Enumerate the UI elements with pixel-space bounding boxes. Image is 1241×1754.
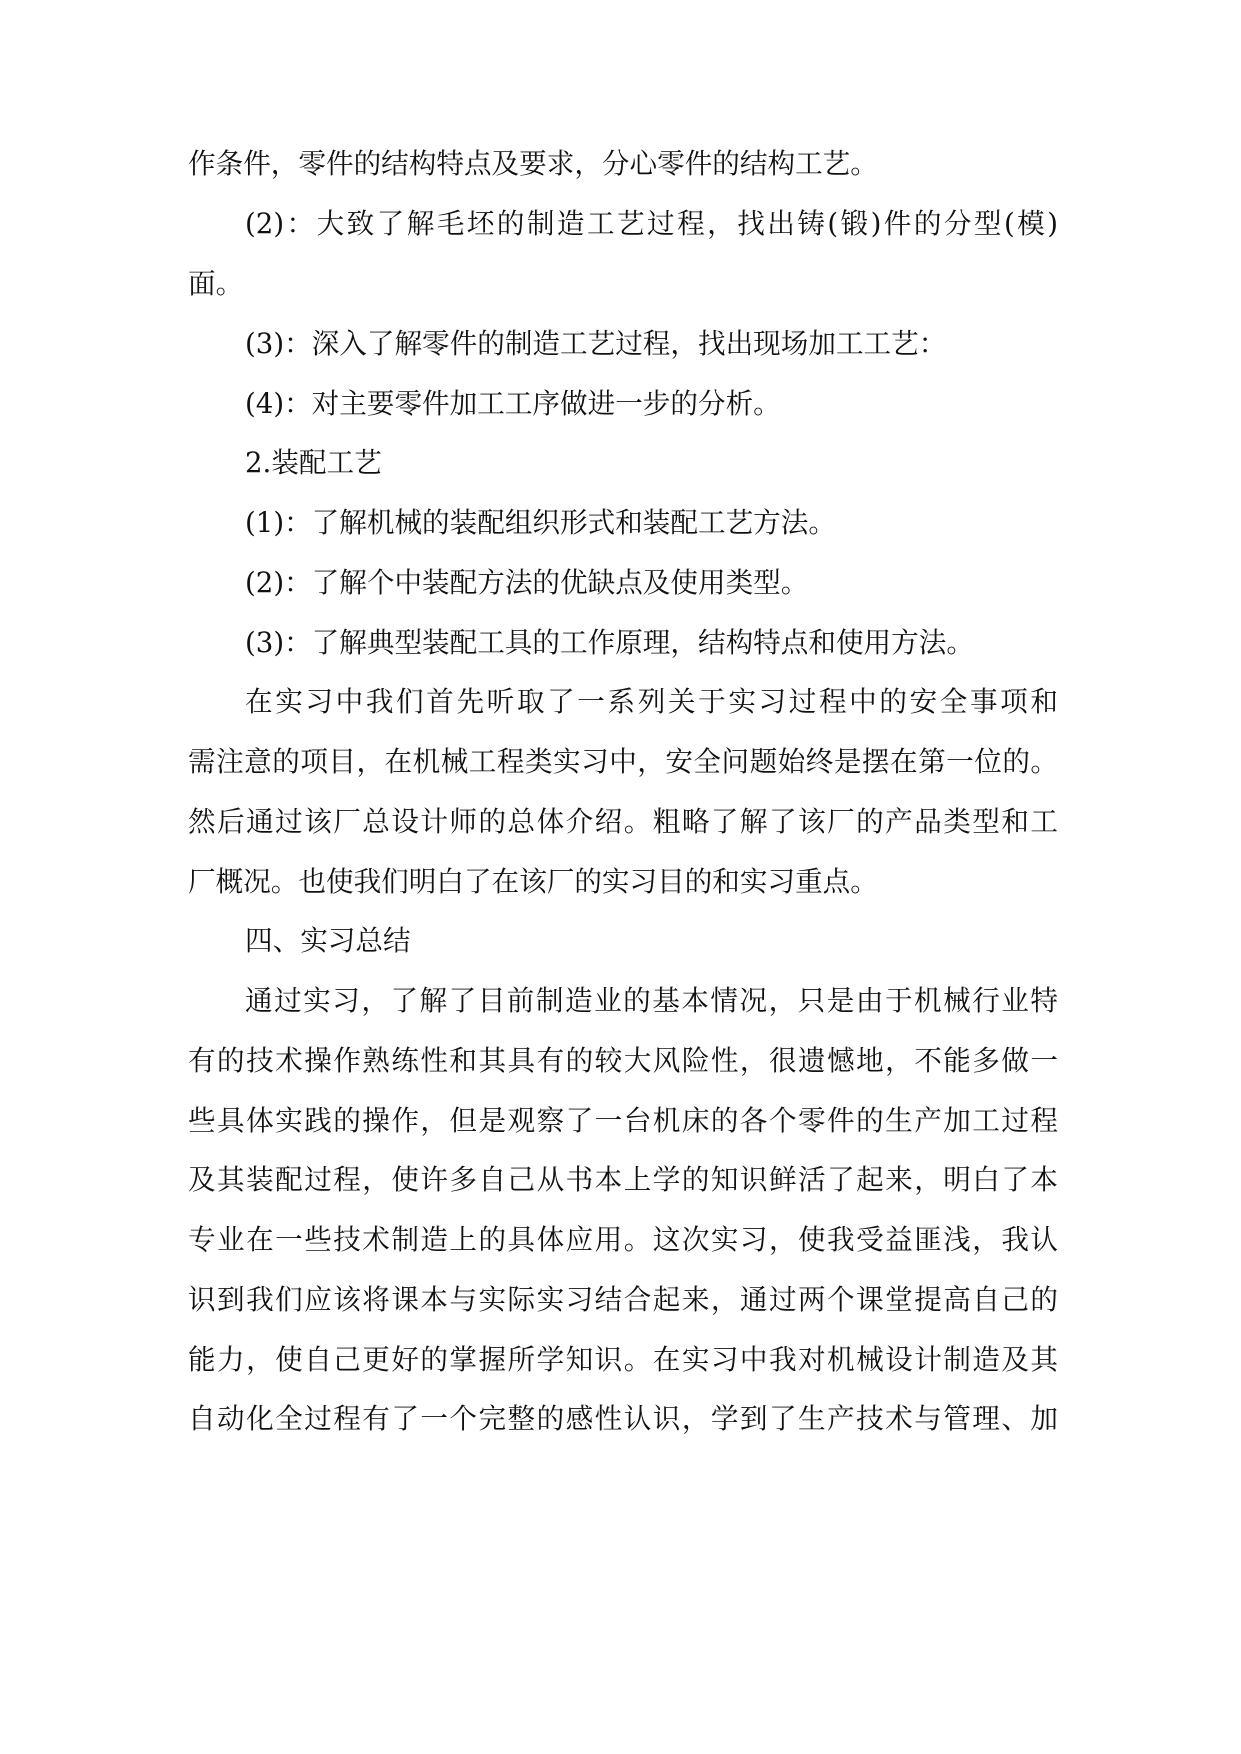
text-line: 有的技术操作熟练性和其具有的较大风险性，很遗憾地，不能多做一 [188, 1044, 1058, 1077]
text-line: 需注意的项目，在机械工程类实习中，安全问题始终是摆在第一位的。 [188, 745, 1058, 778]
text-line: (4)：对主要零件加工工序做进一步的分析。 [245, 387, 781, 420]
text-line: (2)：大致了解毛坯的制造工艺过程，找出铸(锻)件的分型(模) [245, 207, 1058, 240]
text-line: 专业在一些技术制造上的具体应用。这次实习，使我受益匪浅，我认 [188, 1223, 1058, 1256]
text-line: 在实习中我们首先听取了一系列关于实习过程中的安全事项和 [245, 685, 1058, 718]
section-heading: 2.装配工艺 [245, 446, 382, 479]
text-line: 自动化全过程有了一个完整的感性认识，学到了生产技术与管理、加 [188, 1402, 1058, 1435]
text-line: 然后通过该厂总设计师的总体介绍。粗略了解了该厂的产品类型和工 [188, 805, 1058, 838]
text-line: 通过实习，了解了目前制造业的基本情况，只是由于机械行业特 [245, 984, 1058, 1017]
text-line: 面。 [188, 267, 244, 300]
text-line: 厂概况。也使我们明白了在该厂的实习目的和实习重点。 [188, 865, 878, 898]
text-line: (1)：了解机械的装配组织形式和装配工艺方法。 [245, 506, 836, 539]
section-heading: 四、实习总结 [245, 924, 411, 957]
text-line: 识到我们应该将课本与实际实习结合起来，通过两个课堂提高自己的 [188, 1283, 1058, 1316]
text-line: 作条件，零件的结构特点及要求，分心零件的结构工艺。 [188, 147, 878, 180]
text-line: 能力，使自己更好的掌握所学知识。在实习中我对机械设计制造及其 [188, 1343, 1058, 1376]
text-line: 些具体实践的操作，但是观察了一台机床的各个零件的生产加工过程 [188, 1104, 1058, 1137]
text-line: (3)：深入了解零件的制造工艺过程，找出现场加工工艺： [245, 327, 947, 360]
text-line: 及其装配过程，使许多自己从书本上学的知识鲜活了起来，明白了本 [188, 1163, 1058, 1196]
text-line: (3)：了解典型装配工具的工作原理，结构特点和使用方法。 [245, 626, 974, 659]
text-line: (2)：了解个中装配方法的优缺点及使用类型。 [245, 566, 809, 599]
